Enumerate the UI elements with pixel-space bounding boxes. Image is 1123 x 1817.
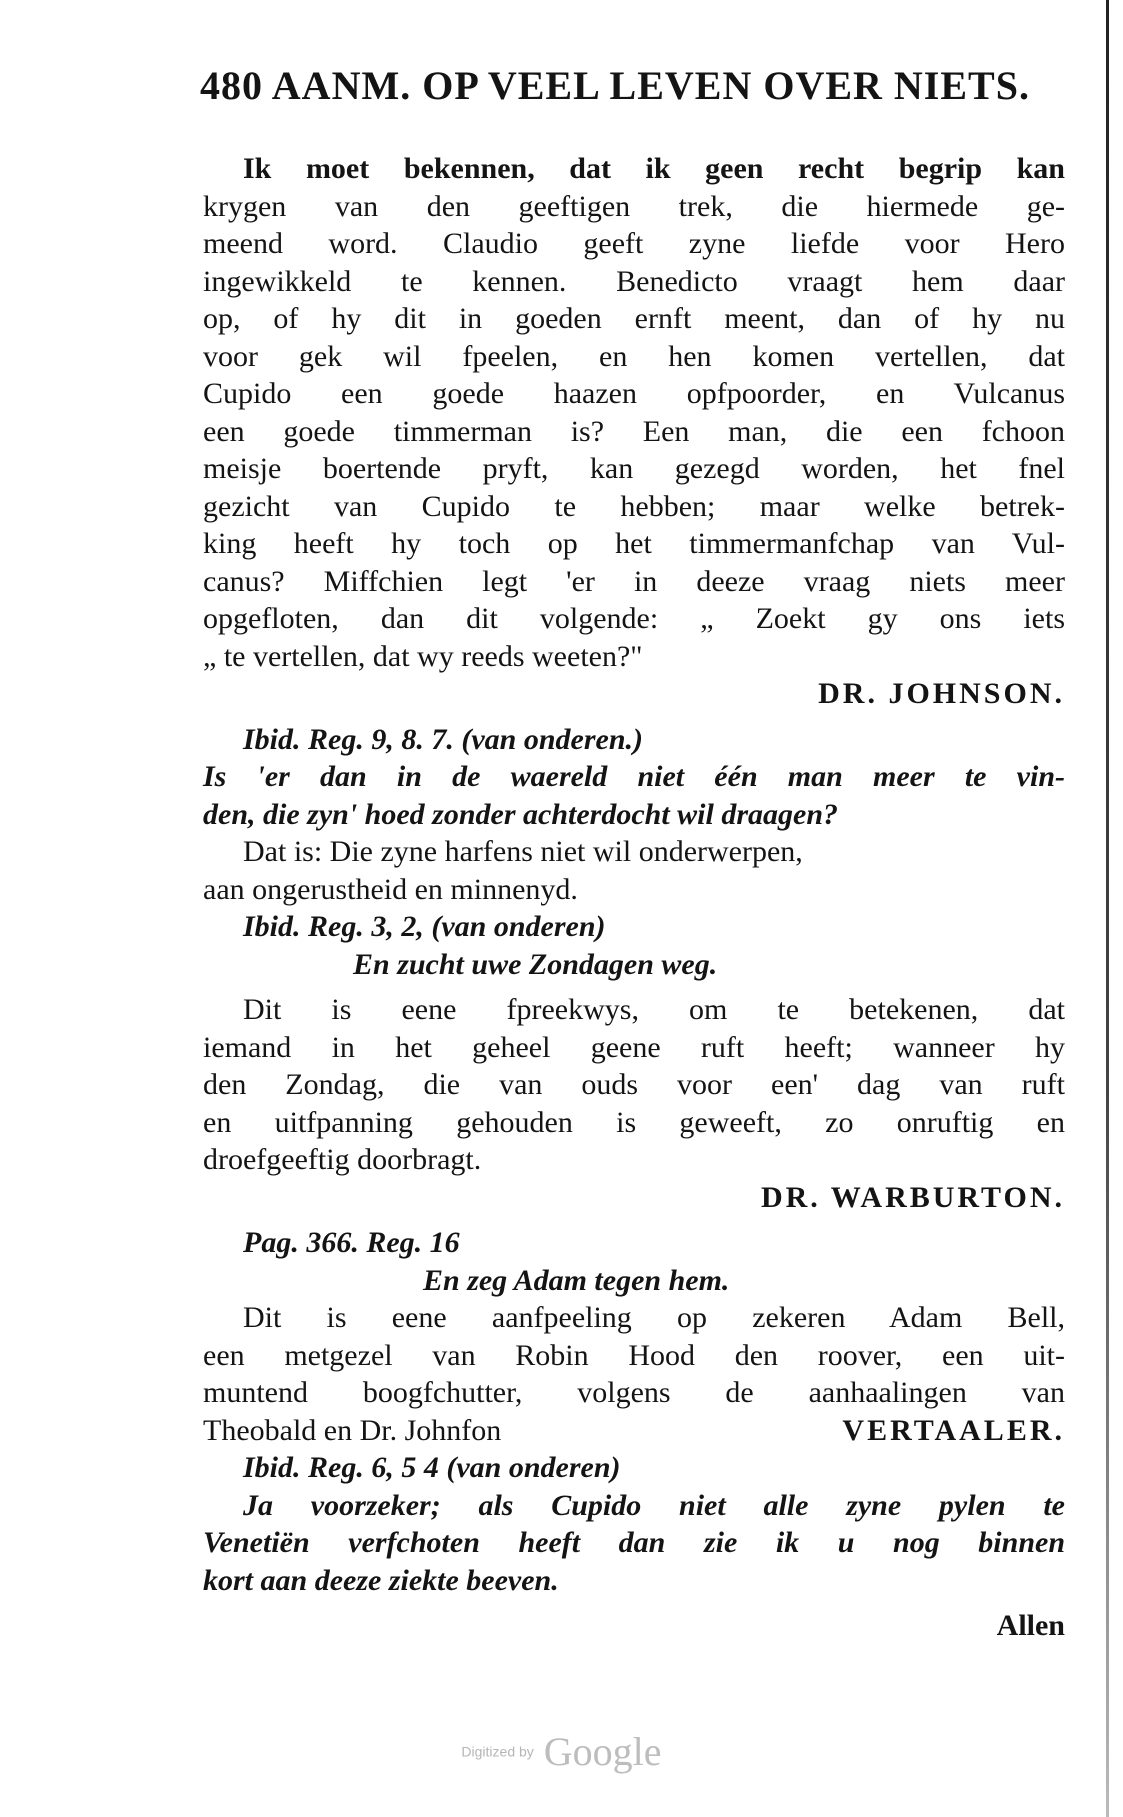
quote-line: Ja voorzeker; als Cupido niet alle zyne pylen te xyxy=(243,1488,1065,1522)
signature-johnson: DR. JOHNSON. xyxy=(818,677,1065,710)
reference-line: Pag. 366. Reg. 16 xyxy=(243,1226,460,1259)
text-line: opgefloten, dan dit volgende: „ Zoekt gy ons iets xyxy=(203,602,1065,635)
reference-line: Ibid. Reg. 9, 8. 7. (van onderen.) xyxy=(243,722,643,756)
catchword: Allen xyxy=(996,1609,1065,1642)
quote-line: den, die zyn' hoed zonder achterdocht wil draagen? xyxy=(203,797,839,831)
signature-warburton: DR. WARBURTON. xyxy=(760,1180,1065,1214)
reference-line: Ibid. Reg. 6, 5 4 (van onderen) xyxy=(243,1451,621,1484)
text-line: Dat is: Die zyne harfens niet wil onderwerpen, xyxy=(243,835,803,868)
text-line: voor gek wil fpeelen, en hen komen vertellen, dat xyxy=(203,339,1065,373)
text-line: canus? Miffchien legt 'er in deeze vraag niets meer xyxy=(203,564,1065,598)
quote-line: En zeg Adam tegen hem. xyxy=(423,1263,730,1297)
text-line: ingewikkeld te kennen. Benedicto vraagt hem daar xyxy=(203,264,1065,298)
quote-line: En zucht uwe Zondagen weg. xyxy=(353,947,718,981)
text-line: op, of hy dit in goeden ernft meent, dan of hy nu xyxy=(203,302,1065,335)
body-text xyxy=(203,150,1065,1645)
digitized-watermark xyxy=(0,1728,1123,1775)
text-line: en uitfpanning gehouden is geweeft, zo onruftig en xyxy=(203,1105,1065,1139)
text-line: een goede timmerman is? Een man, die een fchoon xyxy=(203,414,1065,448)
watermark-brand: Google xyxy=(543,1729,662,1774)
quote-line: kort aan deeze ziekte beeven. xyxy=(203,1563,559,1597)
text-line: Cupido een goede haazen opfpoorder, en Vulcanus xyxy=(203,377,1065,410)
text-line: king heeft hy toch op het timmermanfchap van Vul- xyxy=(203,527,1065,560)
quote-line: Is 'er dan in de waereld niet één man meer te vin- xyxy=(203,760,1065,793)
text-line-with-signature xyxy=(203,1412,1065,1450)
text-line: gezicht van Cupido te hebben; maar welke betrek- xyxy=(203,489,1065,523)
text-line: muntend boogfchutter, volgens de aanhaalingen van xyxy=(203,1376,1065,1409)
reference-line: Ibid. Reg. 3, 2, (van onderen) xyxy=(243,910,606,943)
text-line: meend word. Claudio geeft zyne liefde voor Hero xyxy=(203,227,1065,260)
text-line: krygen van den geeftigen trek, die hiermede ge- xyxy=(203,189,1065,223)
text-line: Dit is eene aanfpeeling op zekeren Adam Bell, xyxy=(243,1301,1065,1334)
text-fragment: Theobald en Dr. Johnfon xyxy=(203,1413,502,1447)
text-line: droefgeeftig doorbragt. xyxy=(203,1143,482,1176)
text-line: een metgezel van Robin Hood den roover, een uit- xyxy=(203,1338,1065,1372)
page-edge-line xyxy=(1106,0,1109,1817)
quote-line: Venetiën verfchoten heeft dan zie ik u nog binnen xyxy=(203,1526,1065,1559)
signature-vertaaler: VERTAALER. xyxy=(842,1413,1065,1447)
text-line: meisje boertende pryft, kan gezegd worden, het fnel xyxy=(203,452,1065,485)
text-line: den Zondag, die van ouds voor een' dag van ruft xyxy=(203,1068,1065,1101)
text-line: iemand in het geheel geene ruft heeft; wanneer hy xyxy=(203,1030,1065,1064)
running-header: 480 AANM. OP VEEL LEVEN OVER NIETS. xyxy=(200,63,1030,108)
text-line: „ te vertellen, dat wy reeds weeten?" xyxy=(203,639,643,673)
watermark-prefix: Digitized by xyxy=(461,1743,534,1760)
text-line: aan ongerustheid en minnenyd. xyxy=(203,872,578,906)
text-line: Dit is eene fpreekwys, om te betekenen, dat xyxy=(243,993,1065,1026)
text-line: Ik moet bekennen, dat ik geen recht begrip kan xyxy=(243,152,1065,185)
